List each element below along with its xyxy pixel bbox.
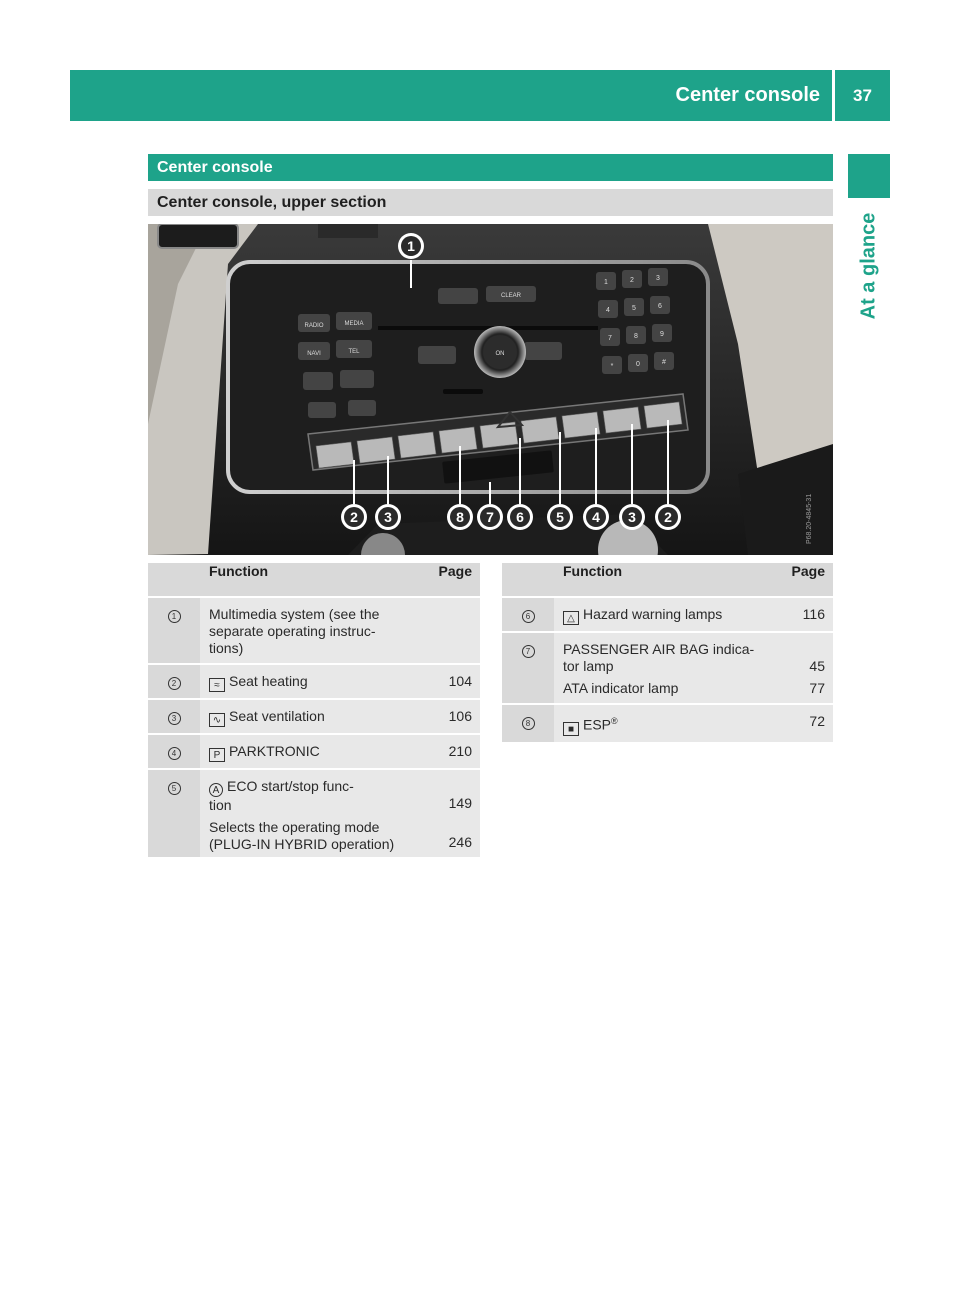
table-row bbox=[148, 770, 480, 857]
function-text: tions) bbox=[209, 640, 244, 656]
keypad-key-0: 0 bbox=[636, 361, 640, 368]
item-number: 1 bbox=[168, 610, 181, 623]
function-text: Multimedia system (see the bbox=[209, 606, 380, 622]
seat-heating-icon: ≈ bbox=[209, 678, 225, 692]
section-subtitle: Center console, upper section bbox=[148, 189, 833, 216]
callout-6: 6 bbox=[516, 509, 524, 525]
function-text: tor lamp bbox=[563, 658, 614, 674]
page-ref: 77 bbox=[809, 680, 825, 696]
function-text: tion bbox=[209, 797, 232, 813]
side-tab-marker bbox=[848, 154, 890, 198]
keypad-key-8: 8 bbox=[634, 333, 638, 340]
callout-2-right: 2 bbox=[664, 509, 672, 525]
table-row bbox=[148, 665, 480, 698]
item-number: 3 bbox=[168, 712, 181, 725]
keypad-key-9: 9 bbox=[660, 331, 664, 338]
callout-3-right: 3 bbox=[628, 509, 636, 525]
function-table-right bbox=[502, 563, 833, 742]
parktronic-icon: P bbox=[209, 748, 225, 762]
page-ref: 116 bbox=[769, 598, 833, 631]
keypad-key-2: 2 bbox=[630, 277, 634, 284]
callout-4: 4 bbox=[592, 509, 600, 525]
photo-code: P68.20-4845-31 bbox=[806, 493, 813, 544]
function-text: Hazard warning lamps bbox=[583, 606, 723, 622]
table-row bbox=[502, 598, 833, 631]
keypad-key-5: 5 bbox=[632, 305, 636, 312]
header-title: Center console bbox=[675, 84, 820, 106]
item-number: 8 bbox=[522, 717, 535, 730]
callout-5: 5 bbox=[556, 509, 564, 525]
function-text: Seat heating bbox=[229, 673, 308, 689]
media-button-label: MEDIA bbox=[344, 321, 364, 327]
keypad-key-1: 1 bbox=[604, 279, 608, 286]
page-ref: 210 bbox=[421, 735, 480, 768]
keypad-key-hash: # bbox=[662, 359, 666, 366]
side-tab-label: At a glance bbox=[857, 212, 880, 320]
item-number: 2 bbox=[168, 677, 181, 690]
item-number: 5 bbox=[168, 782, 181, 795]
page-ref: 45 bbox=[809, 658, 825, 674]
function-text: PARKTRONIC bbox=[229, 743, 320, 759]
keypad-key-star: * bbox=[610, 363, 614, 370]
keypad-key-3: 3 bbox=[656, 275, 660, 282]
function-text: Seat ventilation bbox=[229, 708, 325, 724]
console-illustration bbox=[148, 224, 833, 555]
column-header-page: Page bbox=[421, 563, 480, 596]
table-header bbox=[148, 563, 480, 596]
page-ref: 246 bbox=[448, 834, 472, 850]
page-ref: 106 bbox=[421, 700, 480, 733]
table-row bbox=[502, 705, 833, 742]
keypad-key-4: 4 bbox=[606, 307, 610, 314]
column-header-page: Page bbox=[769, 563, 833, 596]
function-subtext: (PLUG-IN HYBRID operation) bbox=[209, 836, 395, 852]
function-subtext: Selects the operating mode bbox=[209, 819, 380, 835]
page-ref bbox=[421, 598, 480, 663]
function-table-left bbox=[148, 563, 480, 857]
function-text: ECO start/stop func- bbox=[227, 778, 354, 794]
callout-8: 8 bbox=[456, 509, 464, 525]
page-ref: 149 bbox=[448, 795, 472, 811]
item-number: 4 bbox=[168, 747, 181, 760]
page-number: 37 bbox=[853, 86, 872, 105]
radio-button-label: RADIO bbox=[304, 323, 324, 329]
page-ref: 104 bbox=[421, 665, 480, 698]
hazard-warning-icon: △ bbox=[563, 611, 579, 625]
on-knob-label: ON bbox=[495, 351, 505, 357]
table-row bbox=[502, 633, 833, 703]
callout-2-left: 2 bbox=[350, 509, 358, 525]
column-header-function: Function bbox=[200, 563, 421, 596]
registered-mark: ® bbox=[611, 716, 618, 726]
item-number: 6 bbox=[522, 610, 535, 623]
clear-button-label: CLEAR bbox=[500, 293, 522, 299]
keypad-key-7: 7 bbox=[608, 335, 612, 342]
section-title: Center console bbox=[148, 154, 833, 181]
item-number: 7 bbox=[522, 645, 535, 658]
callout-3-left: 3 bbox=[384, 509, 392, 525]
seat-ventilation-icon: ∿ bbox=[209, 713, 225, 727]
page-ref: 72 bbox=[769, 705, 833, 742]
eco-start-stop-icon: A bbox=[209, 783, 223, 797]
function-subtext: ATA indicator lamp bbox=[563, 680, 679, 696]
esp-off-icon: ■ bbox=[563, 722, 579, 736]
callout-7: 7 bbox=[486, 509, 494, 525]
keypad-key-6: 6 bbox=[658, 303, 662, 310]
table-row bbox=[148, 598, 480, 663]
page-header-bar bbox=[70, 70, 890, 121]
navi-button-label: NAVI bbox=[307, 351, 321, 357]
function-text: separate operating instruc- bbox=[209, 623, 376, 639]
table-header bbox=[502, 563, 833, 596]
table-row bbox=[148, 735, 480, 768]
table-row bbox=[148, 700, 480, 733]
center-console-photo bbox=[148, 224, 833, 555]
function-text: PASSENGER AIR BAG indica- bbox=[563, 641, 755, 657]
tel-button-label: TEL bbox=[348, 349, 360, 355]
callout-1: 1 bbox=[407, 238, 415, 254]
function-text: ESP bbox=[583, 716, 612, 733]
column-header-function: Function bbox=[554, 563, 769, 596]
